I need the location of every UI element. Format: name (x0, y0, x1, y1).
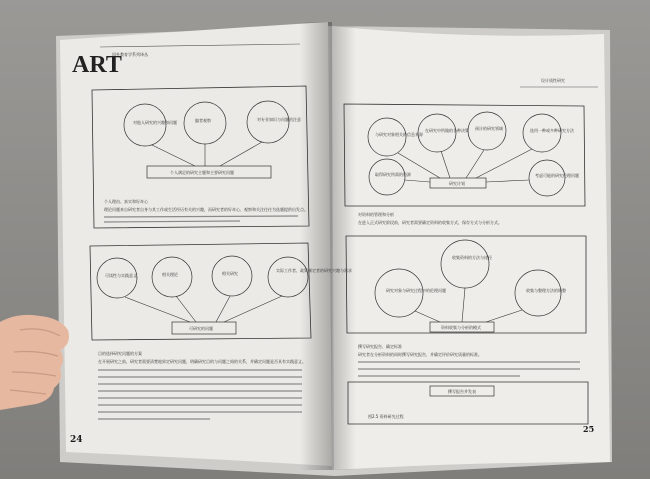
section-heading: 撰写研究报告、确定标准 (358, 344, 402, 349)
box-label: 研究计划 (449, 181, 465, 186)
art-logo: ART (72, 52, 122, 78)
circle-label: 可读性与实践意义 (105, 273, 137, 278)
left-page (60, 22, 332, 466)
right-page (332, 26, 610, 470)
section-heading: 个人理由、真实和好奇心 (104, 199, 148, 204)
circle-label: 预计的研究领域 (475, 126, 503, 131)
circle-label: 对他人研究的兴趣和问题 (133, 120, 177, 125)
running-header: 设计质性研究 (541, 78, 565, 83)
page-number-left: 24 (70, 435, 83, 445)
gutter-shadow-left (300, 22, 332, 470)
series-title: 国外教育学系列译丛 (112, 52, 148, 57)
gutter-shadow-right (332, 26, 356, 470)
page-number-right: 25 (583, 424, 595, 434)
circle-label: 考虑可能的研究伦理问题 (535, 173, 579, 178)
paragraph: 在进入正式研究阶段前，研究者需要确定资料的收集方式、保存方式与分析方式。 (358, 220, 502, 225)
box-label: 可研究的问题 (189, 326, 213, 331)
circle-label: 实际工作者、政策制定者的研究兴趣与需求 (276, 268, 352, 273)
circle-label: 在研究中所做的各种决策 (425, 128, 469, 133)
paragraph: 理论问题来自研究者自身与其工作或生活经历有关的兴趣，而研究者的好奇心、观察和关注往往为选题提供出发点。 (104, 207, 308, 212)
box-label: 资料收集与分析的模式 (441, 325, 481, 330)
paragraph: 在开展研究之前，研究者需要清楚地界定研究问题，明确研究目的与问题之间的关系，并确定问题是否具有实践意义。 (98, 359, 306, 364)
box-label: 撰写报告并发表 (448, 389, 476, 394)
circle-label: 与研究对象相关的信息来源 (375, 132, 423, 137)
circle-label: 收集资料的方法与途径 (452, 255, 492, 260)
circle-label: 相关研究 (222, 271, 238, 276)
circle-label: 选用一种或多种研究方法 (530, 128, 574, 133)
circle-label: 编者观察 (195, 118, 211, 123)
circle-label: 取得研究所需的资源 (375, 172, 411, 177)
section-heading: 目的选择研究问题的方案 (98, 351, 142, 356)
box-label: 个人满足的研究主题和主要研究问题 (170, 170, 234, 175)
circle-label: 相关理论 (162, 272, 178, 277)
section-heading: 对资料的管理和分析 (358, 212, 394, 217)
circle-label: 对专业知识与问题的注意 (257, 117, 301, 122)
circle-label: 研究对象与研究过程中的伦理问题 (386, 288, 446, 293)
paragraph: 研究者在分析资料的同时撰写研究报告，并确定评价研究质量的标准。 (358, 352, 482, 357)
figure-caption: 图2.5 资料研究过程 (368, 414, 404, 419)
circle-label: 收集与整理方法的调整 (526, 288, 566, 293)
